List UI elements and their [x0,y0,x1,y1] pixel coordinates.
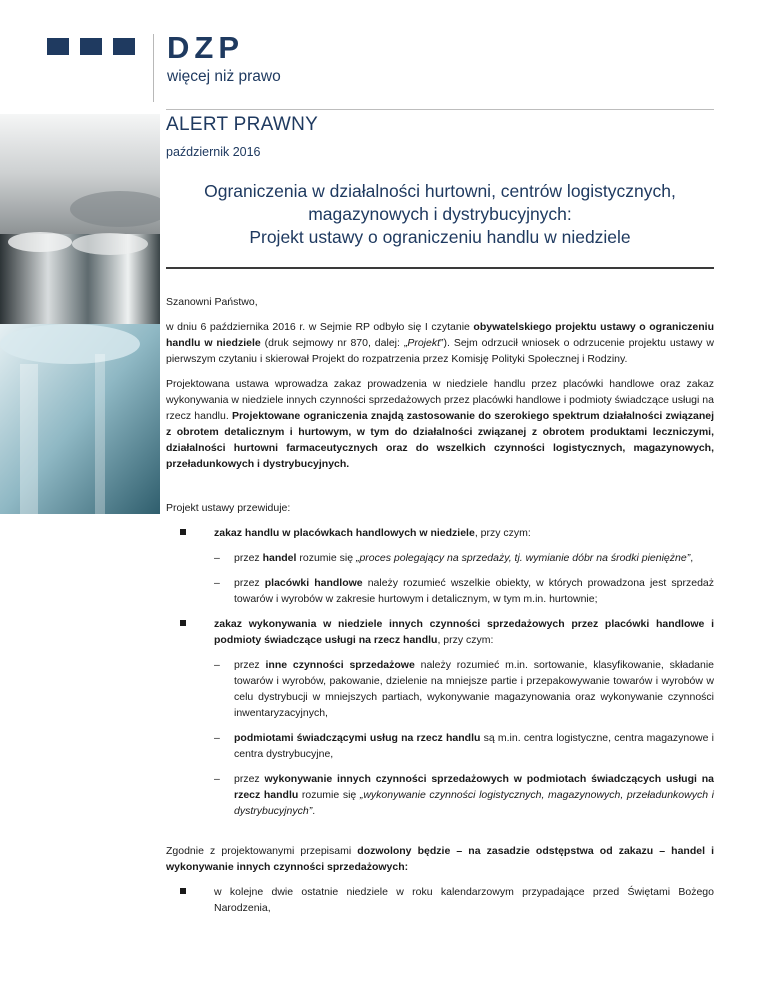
tagline: więcej niż prawo [167,68,281,85]
alert-date: październik 2016 [166,145,261,159]
paragraph-reading: w dniu 6 października 2016 r. w Sejmie RP odbyło się I czytanie obywatelskiego projektu ustawy o ograniczeniu handlu w niedziele (druk sejmowy nr 870, dalej: „Projekt”). Sejm odrzucił wniosek o odrzucenie projektu ustawy w pierwszym czytaniu i skierował Projekt do rozpatrzenia przez Komisję Polityki Społecznej i Rodziny. [166,321,715,365]
title-rule [166,267,714,269]
alert-title: ALERT PRAWNY [166,114,319,135]
bullet-item: zakaz handlu w placówkach handlowych w niedziele, przy czym: [166,525,714,541]
greeting: Szanowni Państwo, [166,296,258,308]
paragraph-exceptions: Zgodnie z projektowanymi przepisami dozwolony będzie – na zasadzie odstępstwa od zakazu – handel i wykonywanie innych czynności sprzedażowych: [166,845,714,873]
logo-square [113,38,135,55]
logo-square [80,38,102,55]
title-line: magazynowych i dystrybucyjnych: [308,204,572,224]
header-rule [166,109,714,110]
logo-squares [47,38,135,55]
dash-item: – przez handel rozumie się „proces polegający na sprzedaży, tj. wymianie dóbr na środki pieniężne”, [166,550,714,566]
document-body [166,294,714,916]
document-title [166,180,714,249]
intro-line: Projekt ustawy przewiduje: [166,502,291,514]
dash-item: – podmiotami świadczącymi usług na rzecz handlu są m.in. centra logistyczne, centra magazynowe i centra dystrybucyjne, [166,730,714,762]
bullet-item: zakaz wykonywania w niedziele innych czynności sprzedażowych przez placówki handlowe i podmioty świadczące usługi na rzecz handlu, przy czym: [166,616,714,648]
dash-item: – przez inne czynności sprzedażowe należy rozumieć m.in. sortowanie, klasyfikowanie, składanie towarów i wyrobów, pakowanie, dzielenie na mniejsze partie i przepakowywanie towarów i wyrobów w celu dystrybucji w mniejszych partiach, wykonywanie magazynowania oraz wykonywanie czynności inwentaryzacyjnych, [166,657,714,721]
logo-square [47,38,69,55]
bullet-item: w kolejne dwie ostatnie niedziele w roku kalendarzowym przypadające przed Świętami Bożego Narodzenia, [166,884,714,916]
title-line: Ograniczenia w działalności hurtowni, centrów logistycznych, [204,181,676,201]
dash-item: – przez wykonywanie innych czynności sprzedażowych w podmiotach świadczących usługi na rzecz handlu rozumie się „wykonywanie czynności logistycznych, magazynowych, przeładunkowych i dystrybucyjnych”. [166,771,714,819]
dash-item: – przez placówki handlowe należy rozumieć wszelkie obiekty, w których prowadzona jest sprzedaż towarów i wyrobów w zakresie hurtowym i detalicznym, w tym m.in. hurtownie; [166,575,714,607]
logo-divider [153,34,154,102]
paragraph-summary: Projektowana ustawa wprowadza zakaz prowadzenia w niedziele handlu przez placówki handlowe oraz zakaz wykonywania w niedziele innych czynności sprzedażowych przez placówki handlowe i podmioty świadczące usługi na rzecz handlu. Projektowane ograniczenia znajdą zastosowanie do szerokiego spektrum działalności związanej z obrotem detalicznym i hurtowym, w tym do działalności związanej z obrotem produktami leczniczymi, działalności hurtowni farmaceutycznych oraz do wszelkich czynności logistycznych, magazynowych, przeładunkowych i dystrybucyjnych. [166,378,714,470]
glass-tubes-image [0,114,160,514]
title-line: Projekt ustawy o ograniczeniu handlu w niedziele [249,227,631,247]
brand-logo-text: DZP [167,30,244,65]
